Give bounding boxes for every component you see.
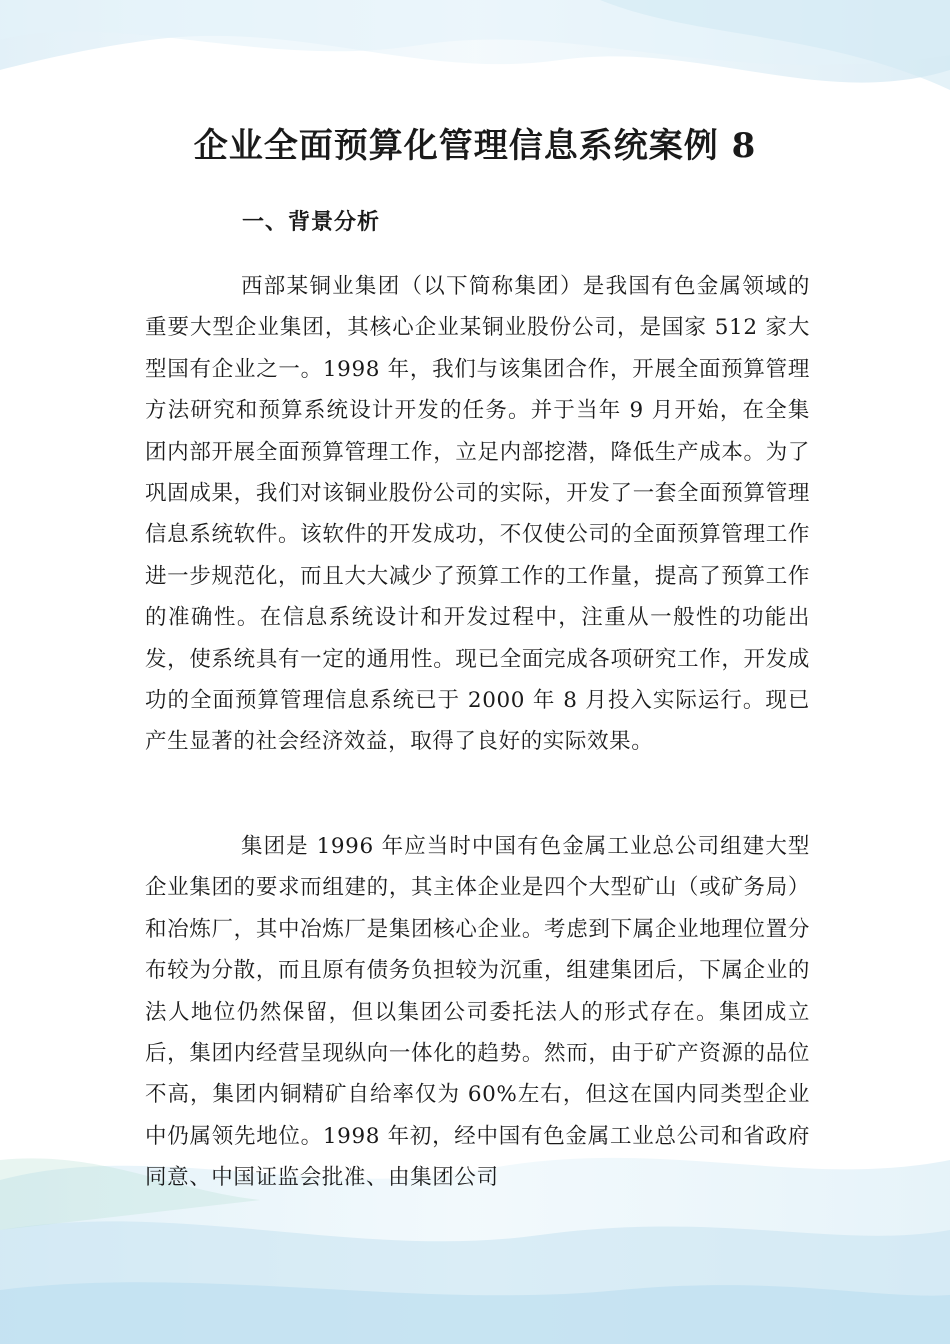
- section-heading: 一、背景分析: [242, 209, 381, 235]
- body-paragraph: 西部某铜业集团（以下简称集团）是我国有色金属领域的重要大型企业集团，其核心企业某铜业股份公司，是国家 512 家大型国有企业之一。1998 年，我们与该集团合作，开展全面预算管理方法研究和预算系统设计开发的任务。并于当年 9 月开始，在全集团内部开展全面预算管理工作，立足内部挖潜，降低生产成本。为了巩固成果，我们对该铜业股份公司的实际，开发了一套全面预算管理信息系统软件。该软件的开发成功，不仅使公司的全面预算管理工作进一步规范化，而且大大减少了预算工作的工作量，提高了预算工作的准确性。在信息系统设计和开发过程中，注重从一般性的功能出发，使系统具有一定的通用性。现已全面完成各项研究工作，开发成功的全面预算管理信息系统已于 2000 年 8 月投入实际运行。现已产生显著的社会经济效益，取得了良好的实际效果。: [145, 274, 810, 755]
- body-paragraph: 集团是 1996 年应当时中国有色金属工业总公司组建大型企业集团的要求而组建的，其主体企业是四个大型矿山（或矿务局）和冶炼厂，其中冶炼厂是集团核心企业。考虑到下属企业地理位置分布较为分散，而且原有债务负担较为沉重，组建集团后，下属企业的法人地位仍然保留，但以集团公司委托法人的形式存在。集团成立后，集团内经营呈现纵向一体化的趋势。然而，由于矿产资源的品位不高，集团内铜精矿自给率仅为 60%左右，但这在国内同类型企业中仍属领先地位。1998 年初，经中国有色金属工业总公司和省政府同意、中国证监会批准、由集团公司: [145, 834, 810, 1191]
- document-title: 企业全面预算化管理信息系统案例 8: [193, 126, 757, 166]
